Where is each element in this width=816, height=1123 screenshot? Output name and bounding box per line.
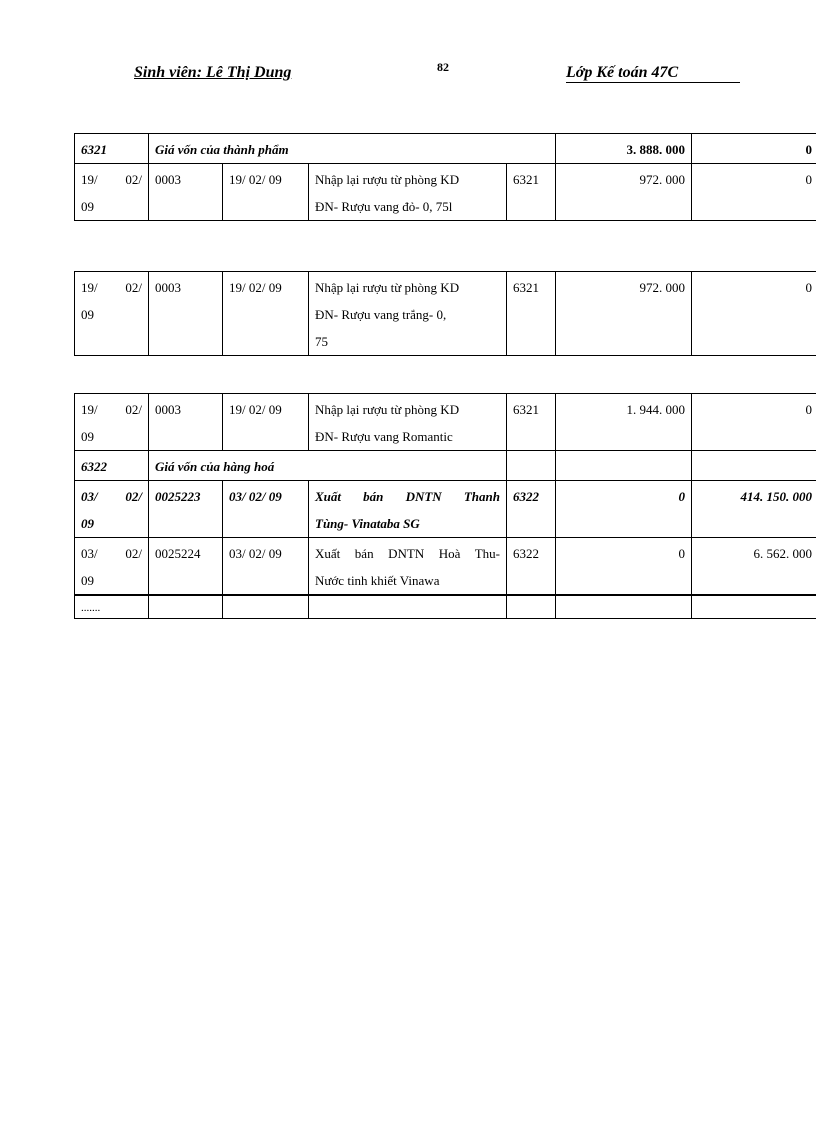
description-line: Xuất bán DNTN Hoà Thu- xyxy=(315,546,500,561)
table-row xyxy=(75,538,816,596)
description-line: 75 xyxy=(315,334,328,349)
doc-no-cell: 0003 xyxy=(149,164,223,221)
description-cell xyxy=(309,272,507,356)
table-row xyxy=(75,481,816,538)
date-part: 02/ xyxy=(125,280,142,295)
date-part: 02/ xyxy=(125,172,142,187)
account-cell: 6322 xyxy=(507,538,556,596)
description-cell xyxy=(309,394,507,451)
ledger-table-2 xyxy=(74,271,816,356)
ellipsis-cell: ....... xyxy=(75,595,149,619)
empty-cell xyxy=(149,595,223,619)
description-line: ĐN- Rượu vang đỏ- 0, 75l xyxy=(315,199,453,214)
empty-cell xyxy=(507,595,556,619)
account-name: Giá vốn của thành phẩm xyxy=(149,134,556,164)
date-part: 09 xyxy=(81,199,94,214)
empty-cell xyxy=(309,595,507,619)
group-row xyxy=(75,134,816,164)
page-number: 82 xyxy=(437,60,449,74)
date-part: 19/ xyxy=(81,280,98,295)
date-part: 03/ xyxy=(81,546,98,561)
date-part: 02/ xyxy=(125,546,142,561)
date-part: 09 xyxy=(81,516,94,531)
doc-no-cell: 0003 xyxy=(149,394,223,451)
credit-cell: 0 xyxy=(692,134,816,164)
date-part: 03/ xyxy=(81,489,98,504)
date-cell xyxy=(75,481,149,538)
description-line: Xuất bán DNTN Thanh xyxy=(315,489,500,504)
date-cell xyxy=(75,164,149,221)
description-cell xyxy=(309,481,507,538)
date-part: 19/ xyxy=(81,402,98,417)
doc-no-cell: 0025223 xyxy=(149,481,223,538)
account-cell: 6321 xyxy=(507,394,556,451)
date-cell xyxy=(75,272,149,356)
description-line: ĐN- Rượu vang Romantic xyxy=(315,429,453,444)
description-line: Nước tinh khiết Vinawa xyxy=(315,573,440,588)
empty-cell xyxy=(556,451,692,481)
debit-cell: 972. 000 xyxy=(556,164,692,221)
account-code: 6322 xyxy=(75,451,149,481)
date-part: 02/ xyxy=(125,402,142,417)
doc-date-cell: 19/ 02/ 09 xyxy=(223,272,309,356)
description-line: Nhập lại rượu từ phòng KD xyxy=(315,280,460,295)
debit-cell: 1. 944. 000 xyxy=(556,394,692,451)
table-row xyxy=(75,595,816,619)
credit-cell: 414. 150. 000 xyxy=(692,481,816,538)
doc-no-cell: 0003 xyxy=(149,272,223,356)
description-line: Nhập lại rượu từ phòng KD xyxy=(315,402,460,417)
empty-cell xyxy=(692,595,816,619)
table-row xyxy=(75,394,816,451)
credit-cell: 0 xyxy=(692,394,816,451)
doc-date-cell: 03/ 02/ 09 xyxy=(223,538,309,596)
description-cell xyxy=(309,538,507,596)
debit-cell: 972. 000 xyxy=(556,272,692,356)
debit-cell: 0 xyxy=(556,538,692,596)
description-line: Tùng- Vinataba SG xyxy=(315,516,420,531)
description-line: ĐN- Rượu vang trắng- 0, xyxy=(315,307,447,322)
debit-cell: 0 xyxy=(556,481,692,538)
account-cell: 6321 xyxy=(507,272,556,356)
date-part: 09 xyxy=(81,573,94,588)
credit-cell: 0 xyxy=(692,164,816,221)
date-part: 09 xyxy=(81,429,94,444)
date-part: 09 xyxy=(81,307,94,322)
account-cell: 6321 xyxy=(507,164,556,221)
student-name: Sinh viên: Lê Thị Dung xyxy=(134,64,292,81)
account-cell: 6322 xyxy=(507,481,556,538)
description-line: Nhập lại rượu từ phòng KD xyxy=(315,172,460,187)
class-name: Lớp Kế toán 47C xyxy=(566,64,740,83)
debit-cell: 3. 888. 000 xyxy=(556,134,692,164)
account-name: Giá vốn của hàng hoá xyxy=(149,451,507,481)
ledger-table-1 xyxy=(74,133,816,221)
date-part: 19/ xyxy=(81,172,98,187)
ledger-table-3 xyxy=(74,393,816,619)
doc-date-cell: 19/ 02/ 09 xyxy=(223,394,309,451)
doc-no-cell: 0025224 xyxy=(149,538,223,596)
account-code: 6321 xyxy=(75,134,149,164)
empty-cell xyxy=(692,451,816,481)
date-cell xyxy=(75,394,149,451)
table-row xyxy=(75,164,816,221)
doc-date-cell: 19/ 02/ 09 xyxy=(223,164,309,221)
credit-cell: 6. 562. 000 xyxy=(692,538,816,596)
table-row xyxy=(75,272,816,356)
date-part: 02/ xyxy=(125,489,142,504)
credit-cell: 0 xyxy=(692,272,816,356)
date-cell xyxy=(75,538,149,596)
empty-cell xyxy=(223,595,309,619)
group-row xyxy=(75,451,816,481)
doc-date-cell: 03/ 02/ 09 xyxy=(223,481,309,538)
description-cell xyxy=(309,164,507,221)
empty-cell xyxy=(507,451,556,481)
empty-cell xyxy=(556,595,692,619)
